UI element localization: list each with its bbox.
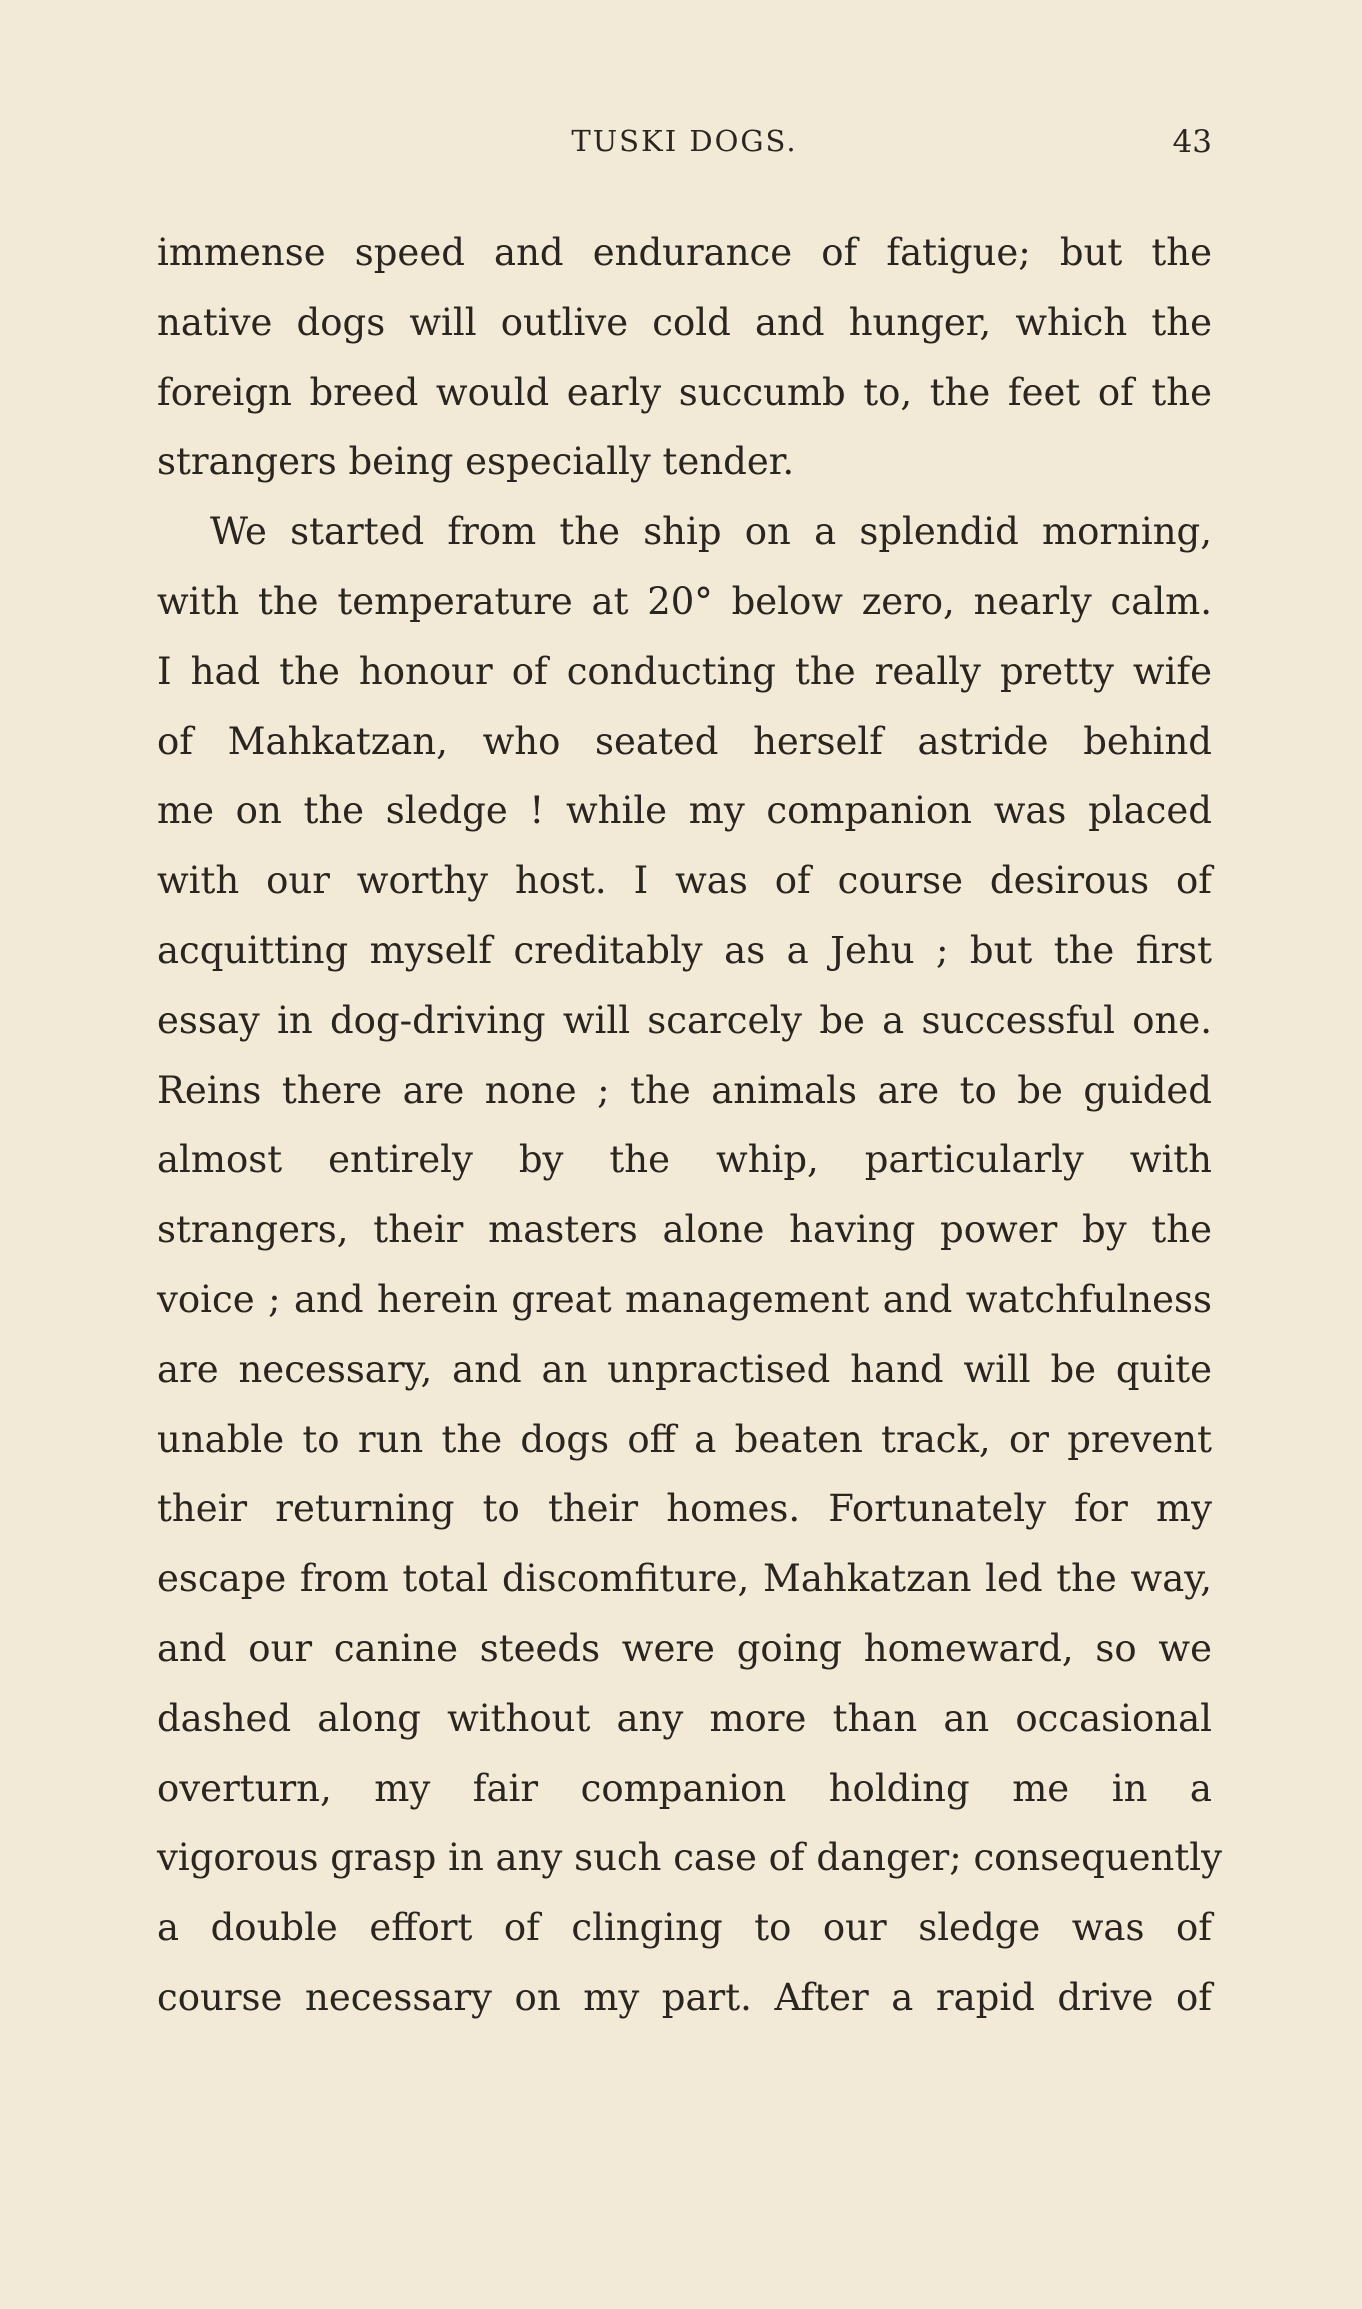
page-header: [157, 124, 1212, 174]
text-line: overturn, my fair companion holding me in a: [157, 1766, 1212, 1810]
running-title: TUSKI DOGS.: [571, 124, 798, 158]
text-line: course necessary on my part. After a rapid drive of: [157, 1975, 1212, 2019]
text-line: native dogs will outlive cold and hunger, which the: [157, 300, 1212, 344]
text-line: I had the honour of conducting the really pretty wife: [157, 649, 1212, 693]
text-line: almost entirely by the whip, particularly with: [157, 1138, 1212, 1182]
text-line: dashed along without any more than an occasional: [157, 1696, 1212, 1740]
text-line: escape from total discomfiture, Mahkatzan led the way,: [157, 1557, 1212, 1601]
text-line: their returning to their homes. Fortunately for my: [157, 1487, 1212, 1531]
text-line: strangers, their masters alone having power by the: [157, 1208, 1212, 1252]
text-line: We started from the ship on a splendid morning,: [210, 510, 1212, 554]
text-line: with the temperature at 20° below zero, nearly calm.: [157, 579, 1212, 623]
text-line: with our worthy host. I was of course desirous of: [157, 859, 1212, 903]
text-line: unable to run the dogs off a beaten track, or prevent: [157, 1417, 1212, 1461]
text-line: voice ; and herein great management and watchfulness: [157, 1277, 1212, 1321]
body-text: [157, 218, 1222, 2033]
text-line: me on the sledge ! while my companion was placed: [157, 789, 1212, 833]
text-line: of Mahkatzan, who seated herself astride behind: [157, 719, 1212, 763]
text-line: a double effort of clinging to our sledge was of: [157, 1906, 1212, 1950]
text-line: vigorous grasp in any such case of danger; consequently: [157, 1836, 1222, 1880]
text-line: foreign breed would early succumb to, the feet of the: [157, 370, 1212, 414]
text-line: and our canine steeds were going homeward, so we: [157, 1626, 1212, 1670]
text-line: Reins there are none ; the animals are to be guided: [157, 1068, 1212, 1112]
text-line: immense speed and endurance of fatigue; but the: [157, 231, 1212, 274]
text-line: essay in dog-driving will scarcely be a successful one.: [157, 998, 1212, 1042]
page-number: 43: [1172, 124, 1212, 160]
text-line: strangers being especially tender.: [157, 440, 795, 484]
text-line: are necessary, and an unpractised hand will be quite: [157, 1347, 1212, 1391]
text-line: acquitting myself creditably as a Jehu ; but the first: [157, 928, 1212, 972]
